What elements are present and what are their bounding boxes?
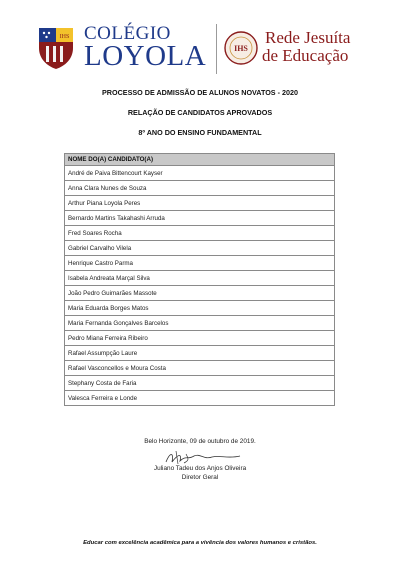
table-row [65,226,335,241]
candidate-name: Gabriel Carvalho Vilela [65,241,335,256]
table-row [65,181,335,196]
candidate-name: Maria Eduarda Borges Matos [65,301,335,316]
candidate-name: Bernardo Martins Takahashi Arruda [65,211,335,226]
document-title: PROCESSO DE ADMISSÃO DE ALUNOS NOVATOS - 2020 [102,88,298,97]
table-row [65,271,335,286]
candidate-name: Pedro Miana Ferreira Ribeiro [65,331,335,346]
candidate-name: Anna Clara Nunes de Souza [65,181,335,196]
table-header-row [65,154,335,166]
signatory-role: Diretor Geral [181,474,219,481]
candidate-name: Valesca Ferreira e Londe [65,391,335,406]
signatory-name: Juliano Tadeu dos Anjos Oliveira [153,465,247,472]
table-row [65,256,335,271]
shield-text: IHS [59,34,70,40]
candidate-name: Fred Soares Rocha [65,226,335,241]
table-row [65,331,335,346]
logo-line-1: COLÉGIO [84,23,171,44]
column-header-name: NOME DO(A) CANDIDATO(A) [65,154,335,166]
logo-line-2: LOYOLA [84,40,207,72]
candidate-name: Arthur Piana Loyola Peres [65,196,335,211]
table-row [65,361,335,376]
table-row [65,301,335,316]
table-row [65,376,335,391]
jesuit-seal-icon [224,31,258,65]
table-row [65,196,335,211]
grade-title: 8º ANO DO ENSINO FUNDAMENTAL [138,128,262,137]
candidate-name: Stephany Costa de Faria [65,376,335,391]
seal-text: IHS [234,44,248,53]
table-row [65,391,335,406]
table-row [65,316,335,331]
candidate-name: Rafael Assumpção Laure [65,346,335,361]
document-subtitle: RELAÇÃO DE CANDIDATOS APROVADOS [127,108,273,117]
candidate-name: Maria Fernanda Gonçalves Barcelos [65,316,335,331]
header [0,0,400,82]
school-shield-logo [37,26,75,70]
candidate-name: Henrique Castro Parma [65,256,335,271]
table-row [65,166,335,181]
network-name-line-2: de Educação [262,46,349,65]
date-line: Belo Horizonte, 09 de outubro de 2019. [144,438,256,445]
table-row [65,241,335,256]
candidates-table [64,153,335,406]
candidate-name: Rafael Vasconcellos e Moura Costa [65,361,335,376]
table-row [65,286,335,301]
candidate-name: André de Paiva Bittencourt Kayser [65,166,335,181]
header-divider [216,24,217,74]
table-row [65,346,335,361]
network-name-line-1: Rede Jesuíta [265,28,351,47]
footer-motto: Educar com excelência acadêmica para a vivência dos valores humanos e cristãos. [83,540,317,546]
table-row [65,211,335,226]
candidate-name: João Pedro Guimarães Massote [65,286,335,301]
candidate-name: Isabela Andreata Marçal Silva [65,271,335,286]
